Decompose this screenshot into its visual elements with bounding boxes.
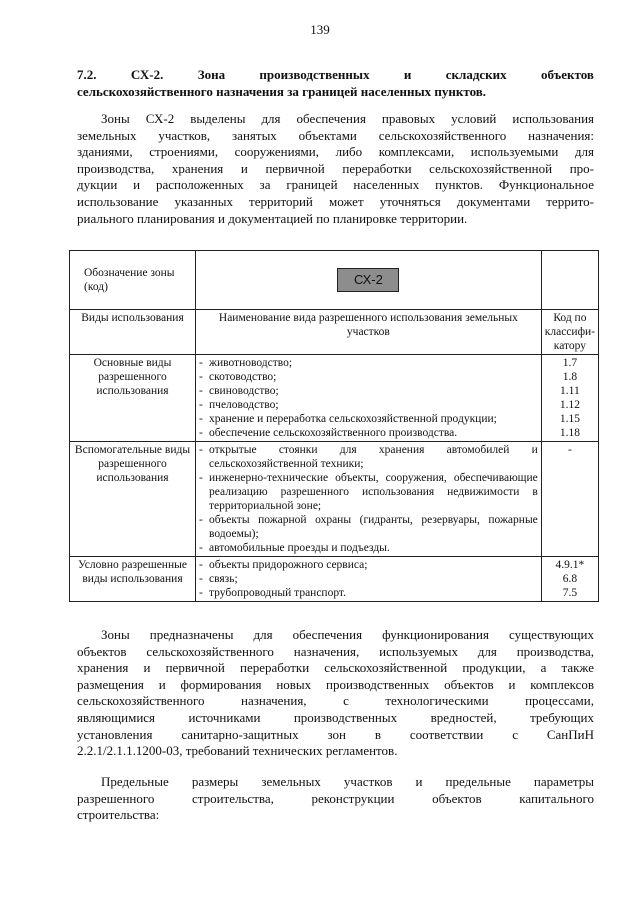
- col-header-kinds: Виды использования: [70, 310, 196, 355]
- classifier-code: -: [567, 444, 572, 456]
- classifier-code: 1.8: [562, 371, 578, 383]
- limits-paragraph: [77, 774, 594, 824]
- heading-word: складских: [445, 67, 507, 82]
- intro-paragraph: [77, 111, 594, 227]
- item-list: [199, 443, 538, 555]
- group-row: [70, 442, 599, 557]
- heading-word: Зона: [197, 67, 226, 82]
- list-item: - скотоводство;: [199, 370, 538, 384]
- list-item: - трубопроводный транспорт.: [199, 586, 538, 600]
- classifier-code: 1.18: [559, 427, 580, 439]
- list-item: - инженерно-технические объекты, сооружения, обеспечивающие реализацию разрешенного использования недвижимости в территориальной зоне;: [199, 471, 538, 513]
- group-codes: [541, 557, 598, 602]
- purpose-paragraph: [77, 627, 594, 760]
- zone-table: [69, 250, 599, 602]
- text-line: размещения и формирования новых производственных объектов и комплексов: [77, 676, 594, 692]
- group-codes: [541, 442, 598, 557]
- zone-code-heading: СХ-2.: [130, 67, 164, 82]
- group-codes: [541, 355, 598, 442]
- section-heading: [77, 66, 594, 100]
- item-list: [199, 356, 538, 440]
- heading-word: и: [403, 67, 412, 82]
- classifier-code: 6.8: [562, 573, 578, 585]
- col-header-name: Наименование вида разрешенного использования земельных участков: [196, 310, 542, 355]
- text-line: Зоны предназначены для обеспечения функционирования существующих: [101, 627, 594, 642]
- section-number: 7.2.: [77, 67, 97, 82]
- group-items: [196, 442, 542, 557]
- group-row: [70, 557, 599, 602]
- classifier-code: 1.11: [560, 385, 580, 397]
- text-line: 2.2.1/2.1.1.1200-03, требований технических регламентов.: [77, 743, 398, 759]
- text-line: объектов сельскохозяйственного назначения, используемых для производства,: [77, 643, 594, 659]
- col-header-code: Код по классифи-катору: [541, 310, 598, 355]
- text-line: являющимися источниками производственных вредностей, требующих: [77, 709, 594, 725]
- list-item: - объекты придорожного сервиса;: [199, 558, 538, 572]
- classifier-code: 7.5: [562, 587, 578, 599]
- list-item: - автомобильные проезды и подъезды.: [199, 541, 538, 555]
- zone-code-badge: СХ-2: [337, 268, 399, 292]
- zone-label-cell: Обозначение зоны (код): [70, 251, 196, 310]
- list-item: - обеспечение сельскохозяйственного производства.: [199, 426, 538, 440]
- group-row: [70, 355, 599, 442]
- zone-code-cell: [196, 251, 542, 310]
- text-line: производства, хранения и первичной переработки сельскохозяйственной про-: [77, 160, 594, 176]
- text-line: установления санитарно-защитных зон в соответствии с СанПиН: [77, 726, 594, 742]
- heading-word: производственных: [259, 67, 370, 82]
- text-line: зданиями, строениями, сооружениями, либо комплексами, используемыми для: [77, 144, 594, 160]
- text-line: строительства:: [77, 807, 160, 823]
- group-title: Условно разрешенные виды использования: [70, 557, 196, 602]
- classifier-code: 1.12: [559, 399, 580, 411]
- empty-cell: [541, 251, 598, 310]
- group-items: [196, 355, 542, 442]
- item-list: [199, 558, 538, 600]
- heading-word: объектов: [541, 67, 594, 82]
- groups-body: [70, 355, 599, 602]
- text-line: земельных участков, занятых объектами сельскохозяйственного назначения:: [77, 127, 594, 143]
- text-line: Зоны СХ-2 выделены для обеспечения правовых условий использования: [101, 111, 594, 126]
- list-item: - хранение и переработка сельскохозяйственной продукции;: [199, 412, 538, 426]
- text-line: разрешенного строительства, реконструкции объектов капитального: [77, 790, 594, 806]
- text-line: сельскохозяйственного назначения, с технологическими процессами,: [77, 693, 594, 709]
- text-line: Предельные размеры земельных участков и предельные параметры: [101, 774, 594, 789]
- classifier-code: 4.9.1*: [555, 559, 585, 571]
- list-item: - объекты пожарной охраны (гидранты, резервуары, пожарные водоемы);: [199, 513, 538, 541]
- page-number: 139: [310, 22, 330, 37]
- group-title: Основные виды разрешенного использования: [70, 355, 196, 442]
- text-line: использование указанных территорий может уточняться документами террито-: [77, 193, 594, 209]
- list-item: - пчеловодство;: [199, 398, 538, 412]
- text-line: хранения и первичной переработки сельскохозяйственной продукции, а также: [77, 660, 594, 676]
- heading-line-2: сельскохозяйственного назначения за границей населенных пунктов.: [77, 84, 487, 99]
- list-item: - свиноводство;: [199, 384, 538, 398]
- list-item: - открытые стоянки для хранения автомобилей и сельскохозяйственной техники;: [199, 443, 538, 471]
- classifier-code: 1.7: [562, 357, 578, 369]
- list-item: - связь;: [199, 572, 538, 586]
- group-items: [196, 557, 542, 602]
- list-item: - животноводство;: [199, 356, 538, 370]
- text-line: дукции и расположенных за границей населенных пунктов. Функциональное: [77, 177, 594, 193]
- group-title: Вспомогательные виды разрешенного использования: [70, 442, 196, 557]
- heading-line-1: [77, 66, 594, 83]
- classifier-code: 1.15: [559, 413, 580, 425]
- text-line: риального планирования и документацией по планировке территории.: [77, 210, 468, 226]
